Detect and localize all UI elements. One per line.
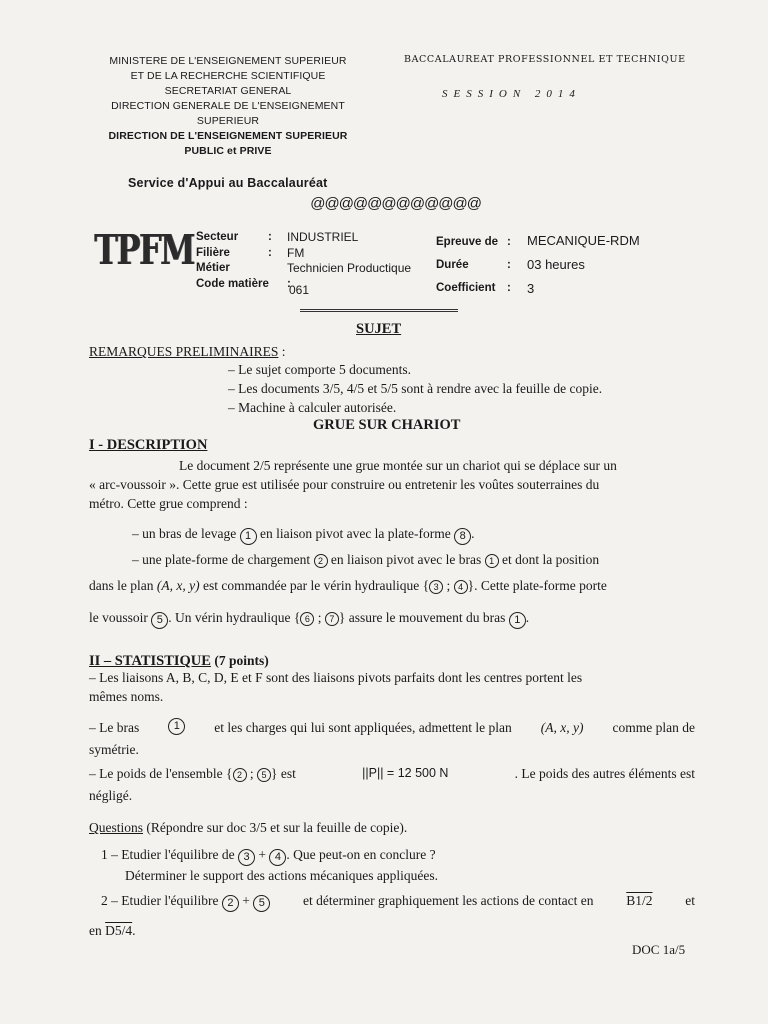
remarques-heading [89, 342, 286, 361]
colon: : [268, 246, 272, 259]
remarque-item: – Les documents 3/5, 4/5 et 5/5 sont à rendre avec la feuille de copie. [228, 381, 603, 396]
info-values-left [287, 230, 411, 277]
desc-line: métro. Cette grue comprend : [89, 496, 248, 511]
pf-text: . Un vérin hydraulique { [168, 610, 301, 625]
statique-para1 [89, 668, 695, 706]
statique-line: négligé. [89, 788, 133, 803]
bras-text: en liaison pivot avec la plate-forme [259, 526, 451, 541]
question-2b [89, 921, 136, 940]
question-2 [101, 891, 695, 912]
statique-row [89, 764, 695, 783]
epreuve-label: Epreuve de [436, 236, 498, 248]
ministry-line: MINISTERE DE L'ENSEIGNEMENT SUPERIEUR [109, 55, 347, 67]
plus-sign: + [242, 893, 250, 908]
desc-line: Le document 2/5 représente une grue montée sur un chariot qui se déplace sur un [179, 458, 617, 473]
colon: : [507, 282, 511, 294]
info-block-right [436, 231, 498, 300]
secteur-value: INDUSTRIEL [287, 230, 359, 244]
circled-7: 7 [325, 612, 339, 626]
grue-title: GRUE SUR CHARIOT [313, 417, 461, 433]
ministry-line: SUPERIEUR [196, 115, 260, 127]
duree-label: Durée [436, 259, 469, 271]
duree-value: 03 heures [527, 257, 585, 272]
circled-4: 4 [269, 849, 286, 866]
statique-para3 [89, 764, 695, 805]
plane-notation: (A, x, y) [156, 578, 200, 593]
plateforme-line2 [89, 576, 607, 595]
info-block-left [196, 230, 269, 292]
statique-text: et les charges qui lui sont appliquées, admettent le plan [214, 720, 512, 735]
sujet-title: SUJET [356, 321, 402, 337]
pf-text: en liaison pivot avec le bras [330, 552, 482, 567]
pf-text: dans le plan [89, 578, 154, 593]
info-values-right [527, 229, 640, 301]
plus-sign: + [258, 847, 267, 862]
plateforme-line3 [89, 608, 529, 629]
code-label: Code matière [196, 277, 269, 290]
remarques-title: REMARQUES PRELIMINAIRES [89, 344, 279, 359]
colon: : [507, 236, 511, 248]
filiere-label: Filière [196, 246, 230, 259]
q2-text [101, 891, 270, 912]
q2-text: . [132, 923, 136, 938]
circled-2: 2 [314, 554, 328, 568]
questions-heading [89, 818, 407, 837]
plateforme-line1 [132, 550, 695, 569]
circled-6: 6 [300, 612, 314, 626]
weight-value: ||P|| = 12 500 N [362, 766, 449, 780]
statique-para2 [89, 718, 695, 759]
tpfm-logo: TPFM [94, 226, 194, 274]
statique-text: comme plan de [612, 720, 695, 735]
vector-b: B1/2 [626, 893, 653, 908]
circled-4: 4 [454, 580, 468, 594]
description-para [89, 456, 695, 513]
circled-8: 8 [454, 528, 471, 545]
pf-text: le voussoir [89, 610, 148, 625]
remarques-colon: : [278, 344, 286, 359]
coef-label: Coefficient [436, 282, 496, 294]
circled-3: 3 [238, 849, 255, 866]
circled-3: 3 [429, 580, 443, 594]
secteur-label: Secteur [196, 231, 239, 243]
sep: ; [314, 610, 325, 625]
question-1b: Déterminer le support des actions mécaniques appliquées. [125, 868, 439, 883]
service-title: Service d'Appui au Baccalauréat [128, 176, 328, 190]
statique-line: symétrie. [89, 742, 139, 757]
ministry-line: SECRETARIAT GENERAL [164, 85, 292, 97]
q2-row [101, 891, 695, 912]
pf-text: est commandée par le vérin hydraulique { [202, 578, 430, 593]
statique-text: . Le poids des autres éléments est [514, 766, 695, 781]
ministry-line: PUBLIC et PRIVE [184, 145, 272, 157]
session-label: SESSION 2014 [442, 88, 581, 100]
q2-text: et [685, 893, 695, 908]
doc-footer: DOC 1a/5 [632, 942, 686, 957]
pf-text: – une plate-forme de chargement [132, 552, 311, 567]
statique-text-part: } est [271, 766, 296, 781]
filiere-value: FM [287, 245, 305, 260]
q2-part: 2 – Etudier l'équilibre [101, 893, 219, 908]
remarque-item: – Machine à calculer autorisée. [228, 400, 397, 415]
statique-title: II – STATISTIQUE [89, 653, 211, 669]
pf-text: et dont la position [502, 552, 600, 567]
bras-line [132, 524, 475, 545]
q1-text: . Que peut-on en conclure ? [286, 847, 436, 862]
circled-1: 1 [485, 554, 499, 568]
circled-1: 1 [509, 612, 526, 629]
description-title: I - DESCRIPTION [89, 437, 208, 453]
q1-text: 1 – Etudier l'équilibre de [101, 847, 235, 862]
ministry-line: DIRECTION DE L'ENSEIGNEMENT SUPERIEUR [108, 130, 348, 142]
ministry-line: DIRECTION GENERALE DE L'ENSEIGNEMENT [111, 100, 345, 112]
epreuve-value: MECANIQUE-RDM [527, 233, 640, 248]
bras-text: – un bras de levage [132, 526, 237, 541]
circled-2: 2 [233, 768, 247, 782]
code-value: 061 [289, 283, 310, 297]
info-colons-right [507, 231, 511, 300]
pf-text: } assure le mouvement du bras [338, 610, 506, 625]
statique-text-part: – Le poids de l'ensemble { [89, 766, 233, 781]
statique-text [89, 764, 296, 783]
sep: ; [246, 766, 258, 781]
info-colons [268, 230, 272, 261]
statique-points: (7 points) [210, 653, 269, 668]
bras-text: . [471, 526, 475, 541]
remarque-item: – Le sujet comporte 5 documents. [228, 362, 411, 377]
pf-text: . [525, 610, 530, 625]
vector-d: D5/4 [105, 923, 133, 938]
coef-value: 3 [527, 281, 535, 296]
colon: : [507, 259, 511, 271]
statique-text: – Le bras [89, 720, 140, 735]
plane-notation: (A, x, y) [540, 720, 584, 735]
colon: : [287, 278, 291, 290]
circled-5: 5 [151, 612, 168, 629]
remarques-list [228, 360, 602, 417]
q2-text: et déterminer graphiquement les actions de contact en [303, 893, 594, 908]
circled-5: 5 [257, 768, 271, 782]
metier-value: Technicien Productique [287, 261, 412, 275]
circled-2: 2 [222, 895, 239, 912]
ornament-divider: @@@@@@@@@@@@ [310, 195, 481, 212]
desc-line: « arc-voussoir ». Cette grue est utilisée pour construire ou entretenir les voûtes souterraines du [89, 477, 600, 492]
questions-title: Questions [89, 820, 143, 835]
metier-label: Métier [196, 262, 230, 274]
statique-row [89, 718, 695, 737]
statique-line: mêmes noms. [89, 689, 164, 704]
circled-1: 1 [240, 528, 257, 545]
circled-5: 5 [253, 895, 270, 912]
exam-title: BACCALAUREAT PROFESSIONNEL ET TECHNIQUE [404, 54, 686, 65]
colon: : [268, 231, 272, 243]
question-1 [101, 845, 436, 866]
ministry-line: ET DE LA RECHERCHE SCIENTIFIQUE [130, 70, 326, 82]
questions-intro: (Répondre sur doc 3/5 et sur la feuille de copie). [143, 820, 408, 835]
sep: ; [443, 578, 454, 593]
statique-line: – Les liaisons A, B, C, D, E et F sont des liaisons pivots parfaits dont les centres portent les [89, 670, 583, 685]
q2-text: en [89, 923, 102, 938]
circled-1: 1 [168, 718, 185, 735]
header-rule [300, 309, 458, 312]
pf-text: }. Cette plate-forme porte [467, 578, 607, 593]
ministry-block [98, 54, 358, 159]
